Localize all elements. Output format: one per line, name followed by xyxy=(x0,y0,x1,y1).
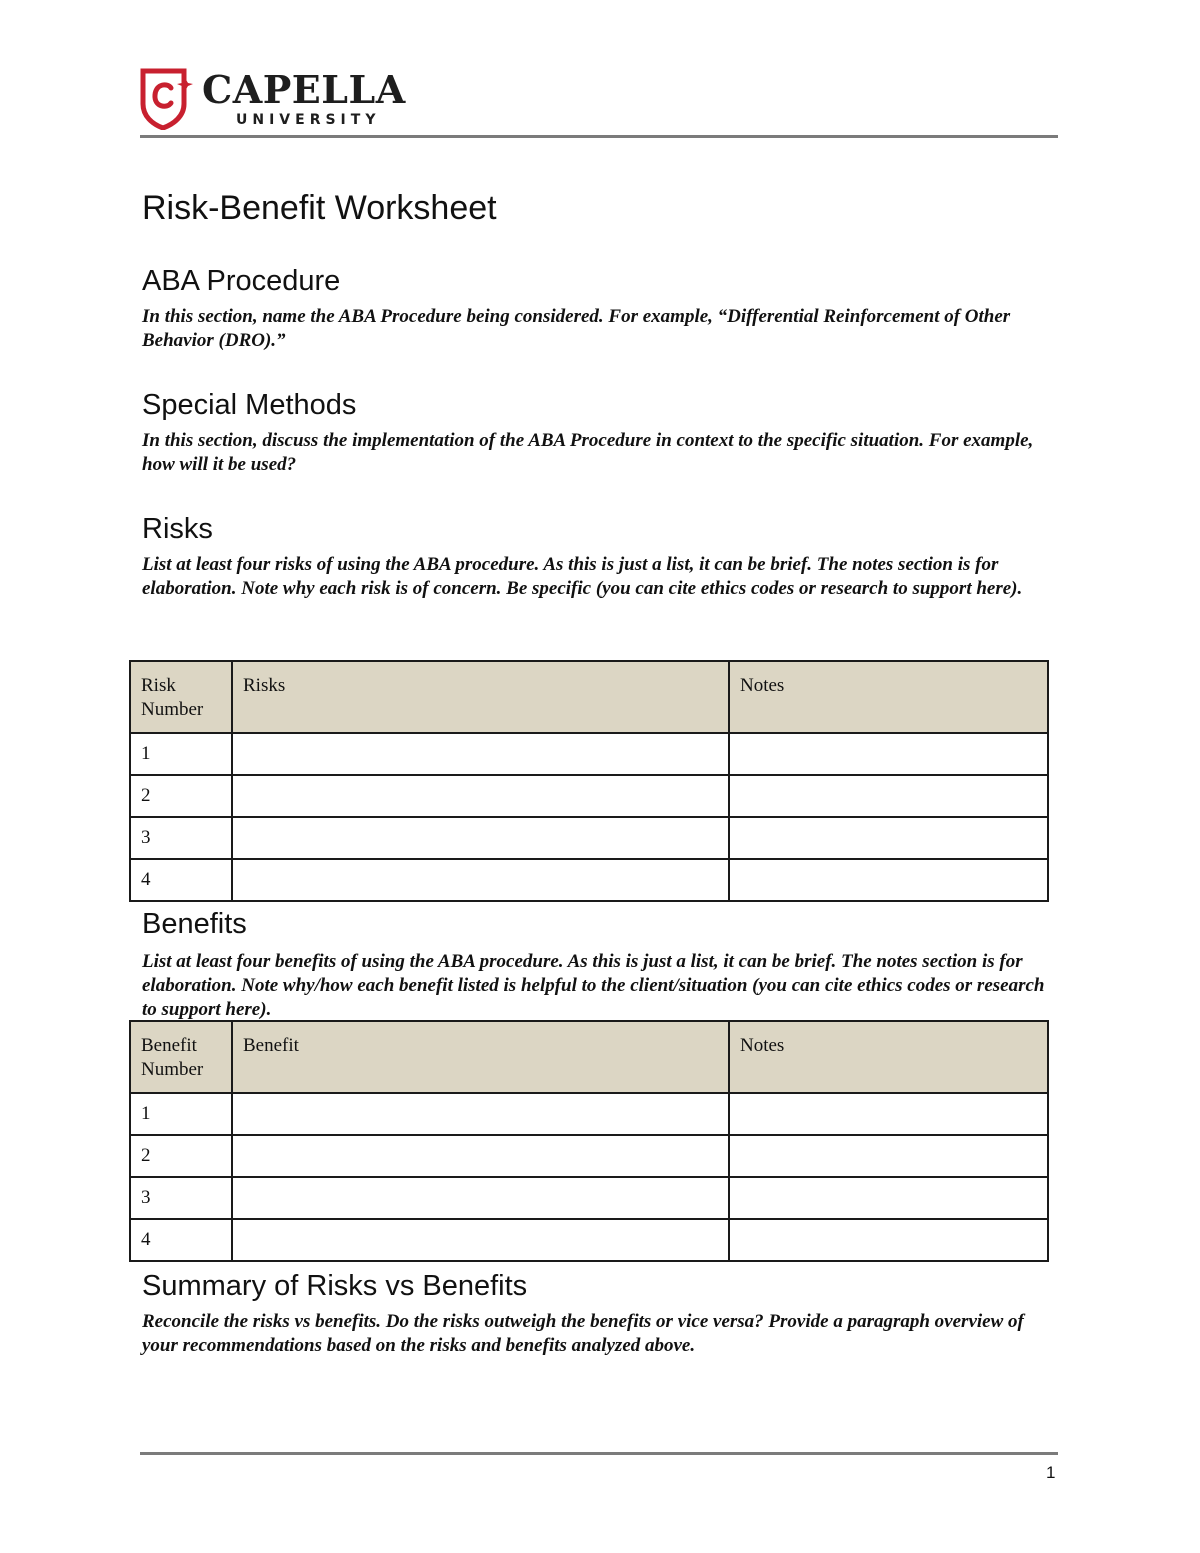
benefit-cell[interactable] xyxy=(232,1135,729,1177)
logo-wordmark: CAPELLA xyxy=(202,67,406,112)
summary-instructions: Reconcile the risks vs benefits. Do the risks outweigh the benefits or vice versa? Provide a paragraph overview of your recommendations based on the risks and benefits analyzed above. xyxy=(142,1311,1024,1356)
risks-heading: Risks xyxy=(142,513,213,545)
shield-icon xyxy=(140,68,194,130)
benefit-cell[interactable] xyxy=(232,1093,729,1135)
risk-number-cell: 1 xyxy=(130,733,232,775)
page-number: 1 xyxy=(1046,1463,1056,1482)
benefit-number-cell: 3 xyxy=(130,1177,232,1219)
risks-instructions: List at least four risks of using the ABA procedure. As this is just a list, it can be brief. The notes section is for elaboration. Note why each risk is of concern. Be specific (you can cite ethics codes or research to support here). xyxy=(142,554,1023,599)
header-divider xyxy=(140,135,1058,138)
table-row xyxy=(130,1219,1048,1261)
table-row xyxy=(130,1135,1048,1177)
special-methods-instructions: In this section, discuss the implementation of the ABA Procedure in context to the specific situation. For example, how will it be used? xyxy=(142,430,1034,475)
header-benefit-number: Benefit Number xyxy=(130,1021,232,1093)
table-header-row xyxy=(130,1021,1048,1093)
benefits-heading: Benefits xyxy=(142,908,247,940)
header-benefit: Benefit xyxy=(232,1021,729,1093)
logo-subtitle: UNIVERSITY xyxy=(236,112,381,128)
table-row xyxy=(130,1177,1048,1219)
aba-procedure-instructions: In this section, name the ABA Procedure being considered. For example, “Differential Reinforcement of Other Behavior (DRO).” xyxy=(142,306,1011,351)
table-row xyxy=(130,859,1048,901)
risk-number-cell: 3 xyxy=(130,817,232,859)
special-methods-heading: Special Methods xyxy=(142,389,357,421)
summary-heading: Summary of Risks vs Benefits xyxy=(142,1270,528,1302)
risk-number-cell: 2 xyxy=(130,775,232,817)
benefit-notes-cell[interactable] xyxy=(729,1219,1048,1261)
table-header-row xyxy=(130,661,1048,733)
risk-cell[interactable] xyxy=(232,817,729,859)
risk-cell[interactable] xyxy=(232,733,729,775)
risk-notes-cell[interactable] xyxy=(729,775,1048,817)
benefit-number-cell: 2 xyxy=(130,1135,232,1177)
risk-cell[interactable] xyxy=(232,859,729,901)
benefit-number-cell: 4 xyxy=(130,1219,232,1261)
table-row xyxy=(130,775,1048,817)
benefit-cell[interactable] xyxy=(232,1177,729,1219)
table-row xyxy=(130,733,1048,775)
benefits-table xyxy=(129,1020,1049,1262)
table-row xyxy=(130,817,1048,859)
benefit-notes-cell[interactable] xyxy=(729,1093,1048,1135)
header-risk-number: Risk Number xyxy=(130,661,232,733)
page-title: Risk-Benefit Worksheet xyxy=(142,189,497,227)
risk-cell[interactable] xyxy=(232,775,729,817)
header-notes: Notes xyxy=(729,661,1048,733)
header-notes: Notes xyxy=(729,1021,1048,1093)
risk-notes-cell[interactable] xyxy=(729,817,1048,859)
benefit-number-cell: 1 xyxy=(130,1093,232,1135)
benefit-cell[interactable] xyxy=(232,1219,729,1261)
capella-logo xyxy=(140,68,440,132)
risks-table xyxy=(129,660,1049,902)
aba-procedure-heading: ABA Procedure xyxy=(142,265,341,297)
header-risks: Risks xyxy=(232,661,729,733)
benefit-notes-cell[interactable] xyxy=(729,1135,1048,1177)
risk-number-cell: 4 xyxy=(130,859,232,901)
risk-notes-cell[interactable] xyxy=(729,733,1048,775)
benefit-notes-cell[interactable] xyxy=(729,1177,1048,1219)
risk-notes-cell[interactable] xyxy=(729,859,1048,901)
table-row xyxy=(130,1093,1048,1135)
footer-divider xyxy=(140,1452,1058,1455)
benefits-instructions: List at least four benefits of using the ABA procedure. As this is just a list, it can be brief. The notes section is for elaboration. Note why/how each benefit listed is helpful to the client/situation (you can cite ethics codes or research to support here). xyxy=(142,951,1045,1020)
